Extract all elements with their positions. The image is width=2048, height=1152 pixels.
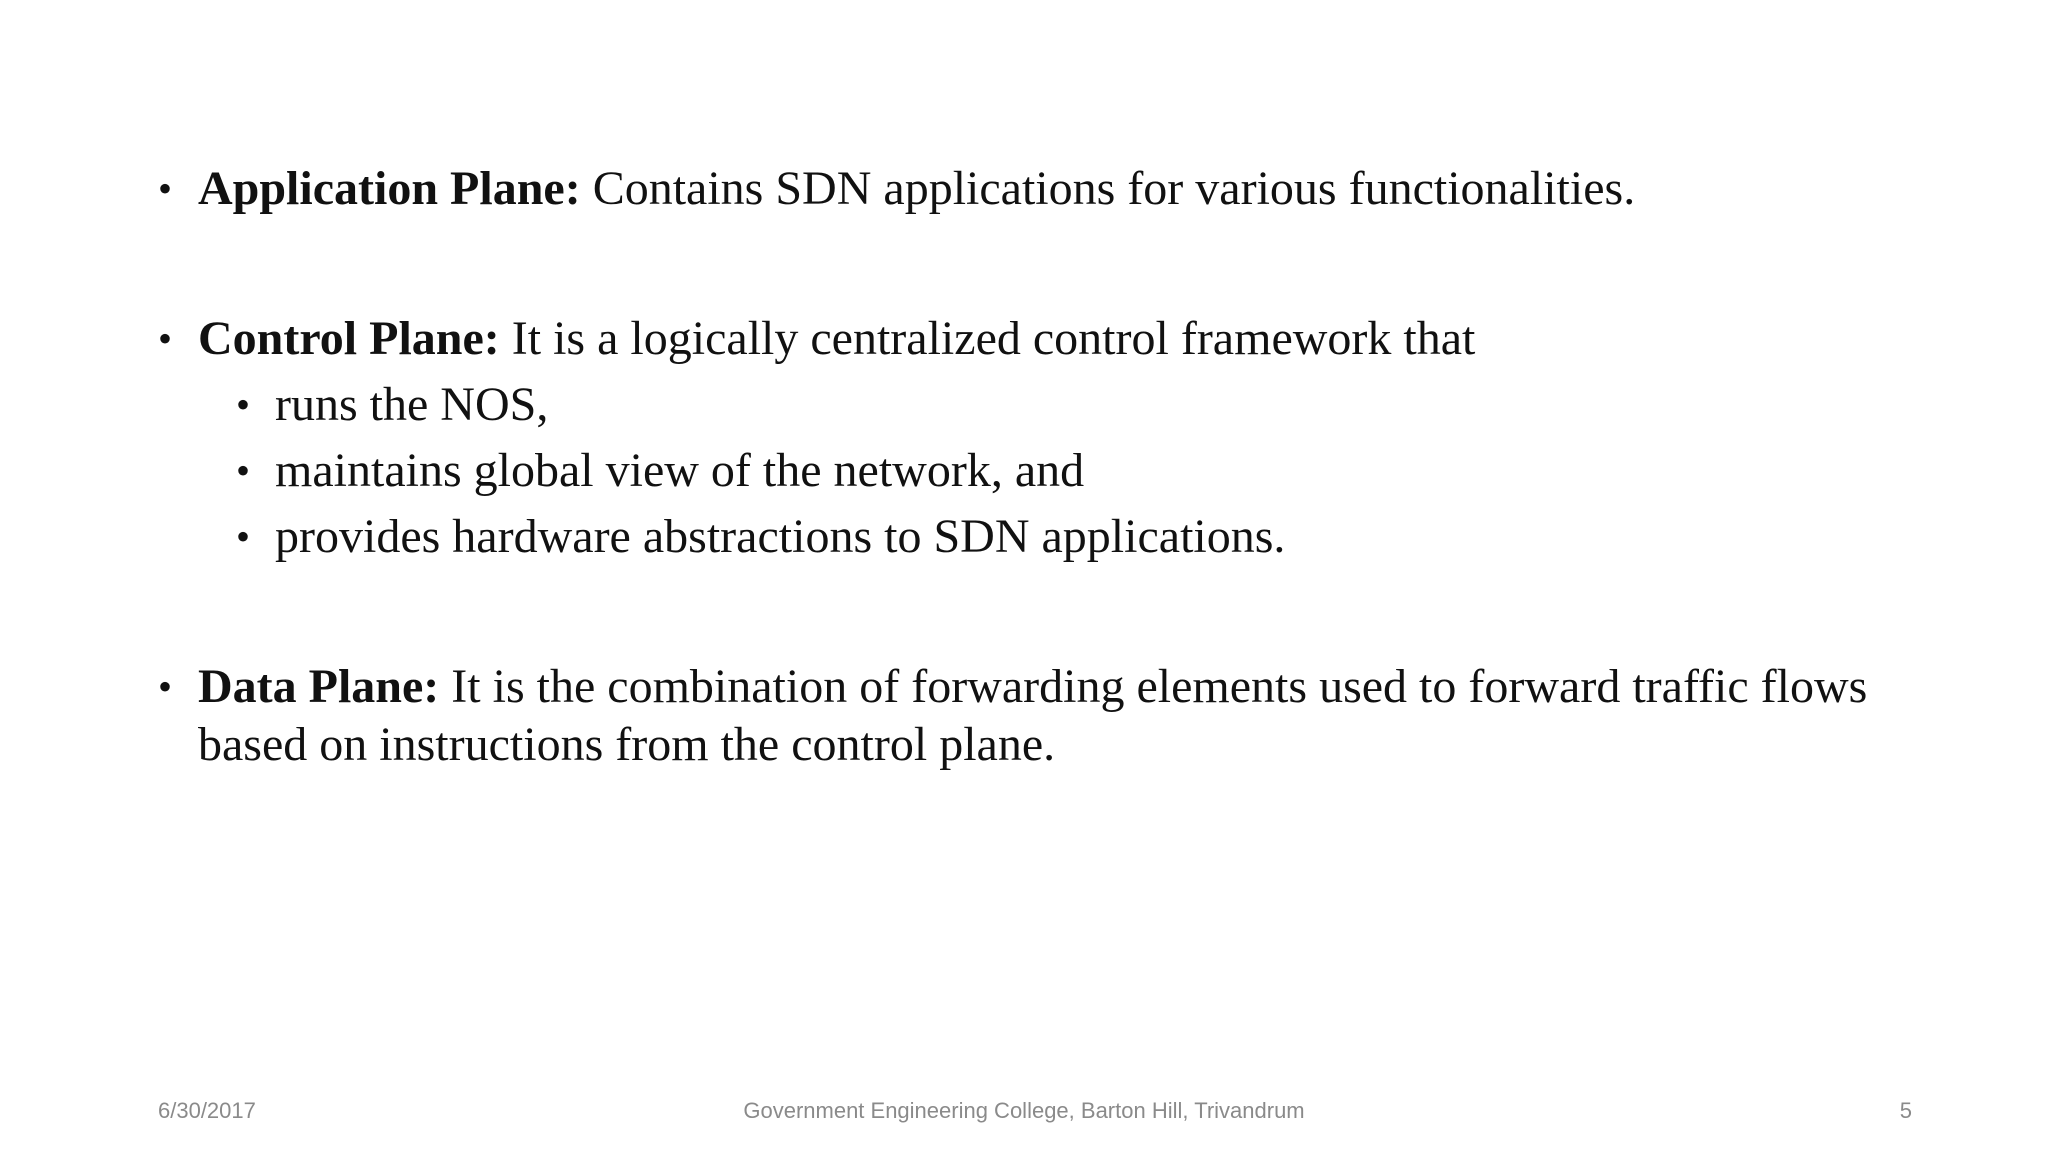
sub-bullet-text: provides hardware abstractions to SDN applications. [275, 510, 1286, 563]
sub-bullet-item [158, 442, 1918, 500]
sub-bullet-marker: • [236, 382, 251, 427]
bullet-application-plane [158, 160, 1918, 218]
control-plane-sub-list [158, 376, 1918, 566]
sub-bullet-item [158, 508, 1918, 566]
bullet-data-plane [158, 658, 1918, 774]
bullet-text: Contains SDN applications for various functionalities. [580, 162, 1636, 215]
bullet-marker: • [158, 664, 173, 709]
bullet-term: Control Plane: [198, 312, 500, 365]
sub-bullet-marker: • [236, 514, 251, 559]
slide-body [158, 160, 1918, 774]
bullet-term: Data Plane: [198, 660, 440, 713]
bullet-marker: • [158, 166, 173, 211]
sub-bullet-text: maintains global view of the network, and [275, 444, 1085, 497]
sub-bullet-item [158, 376, 1918, 434]
slide-number: 5 [1899, 1098, 1912, 1123]
bullet-marker: • [158, 316, 173, 361]
sub-bullet-marker: • [236, 448, 251, 493]
bullet-text: It is the combination of forwarding elements used to forward traffic flows based on instructions from the control plane. [198, 660, 1868, 771]
footer-date: 6/30/2017 [158, 1098, 256, 1123]
bullet-term: Application Plane: [198, 162, 581, 215]
sub-bullet-text: runs the NOS, [275, 378, 549, 431]
footer-institution: Government Engineering College, Barton Hill, Trivandrum [743, 1098, 1305, 1123]
bullet-text: It is a logically centralized control framework that [499, 312, 1476, 365]
bullet-control-plane [158, 310, 1918, 368]
